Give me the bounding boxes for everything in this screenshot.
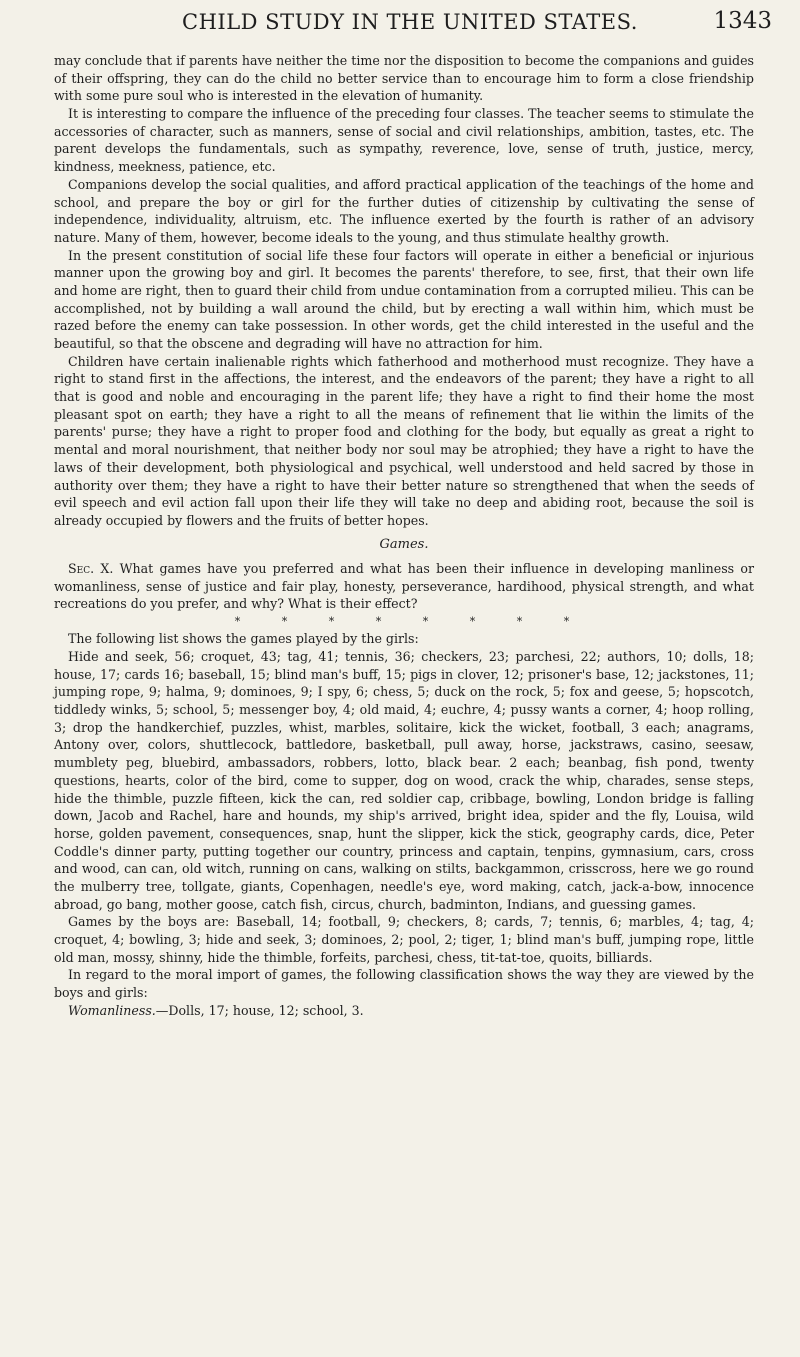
section-label: Sec. X. — [68, 560, 114, 576]
ellipsis-stars: * * * * * * * * — [234, 614, 574, 628]
section-question-text: What games have you preferred and what has been their influence in developing manliness or womanliness, sense of justice and fair play, honesty, perseverance, hardihood, physical strength, and what recreations do you prefer, and why? What is their effect? — [54, 560, 754, 612]
running-title: CHILD STUDY IN THE UNITED STATES. — [182, 10, 638, 34]
paragraph-3: Companions develop the social qualities, and afford practical application of the teachings of the home and school, and prepare the boy or girl for the further duties of citizenship by cultivating the sense of independence, individuality, altruism, etc. The influence exerted by the fourth is rather of an advisory nature. Many of them, however, become ideals to the young, and thus stimulate healthy growth. — [54, 176, 754, 245]
paragraph-5: Children have certain inalienable rights which fatherhood and motherhood must recognize. They have a right to stand first in the affections, the interest, and the endeavors of the parent; they have a right to all that is good and noble and encouraging in the parent life; they have a right to find their home the most pleasant spot on earth; they have a right to all the means of refinement that lie within the limits of the parents' purse; they have a right to proper food and clothing for the body, but equally as great a right to mental and moral nourishment, that neither body nor soul may be atrophied; they have a right to have the laws of their development, both physiological and psychical, well understood and held sacred by those in authority over them; they have a right to have their better nature so strengthened that when the seeds of evil speech and evil action fall upon their life they will take no deep and abiding root, because the soil is already occupied by flowers and the fruits of better hopes. — [54, 353, 754, 528]
paragraph-2: It is interesting to compare the influence of the preceding four classes. The teacher seems to stimulate the accessories of character, such as manners, sense of social and civil relationships, ambition, tastes, etc. The parent develops the fundamentals, such as sympathy, reverence, love, sense of truth, justice, mercy, kindness, meekness, patience, etc. — [54, 106, 754, 175]
page-number: 1343 — [713, 8, 772, 34]
womanliness-label: Womanliness. — [68, 1002, 156, 1018]
paragraph-4: In the present constitution of social life these four factors will operate in either a beneficial or injurious manner upon the growing boy and girl. It becomes the parents' therefore, to see, first, that their own life and home are right, then to guard their child from undue contamination from a corrupted milieu. This can be accomplished, not by building a wall around the child, but by erecting a wall within him, which must be razed before the enemy can take possession. In other words, get the child interested in the useful and the beautiful, so that the obscene and degrading will have no attraction for him. — [54, 247, 754, 351]
moral-import-intro: In regard to the moral import of games, the following classification shows the way they are viewed by the boys and girls: — [54, 967, 754, 1001]
girls-games-list: Hide and seek, 56; croquet, 43; tag, 41; tennis, 36; checkers, 23; parchesi, 22; authors, 10; dolls, 18; house, 17; cards 16; baseball, 15; blind man's buff, 15; pigs in clover, 12; prisoner's base, 12; jackstones, 11; jumping rope, 9; halma, 9; dominoes, 9; I spy, 6; chess, 5; duck on the rock, 5; fox and geese, 5; hopscotch, tiddledy winks, 5; school, 5; messenger boy, 4; old maid, 4; euchre, 4; pussy wants a corner, 4; hoop rolling, 3; drop the handkerchief, puzzles, whist, marbles, solitaire, kick the wicket, football, 3 each; anagrams, Antony over, colors, shuttlecock, battledore, basketball, pull away, horse, jackstraws, casino, seesaw, mumblety peg, bluebird, ambassadors, robbers, lotto, black bear. 2 each; beanbag, fish pond, twenty questions, hearts, color of the bird, come to supper, dog on wood, crack the whip, charades, sense steps, hide the thimble, puzzle fifteen, kick the can, red soldier cap, cribbage, bowling, London bridge is falling down, Jacob and Rachel, hare and hounds, my ship's arrived, bright idea, spider and the fly, Louisa, wild horse, golden pavement, consequences, snap, hunt the slipper, kick the stick, geography cards, dice, Peter Coddle's dinner party, putting together our country, princess and captain, tenpins, gymnasium, cars, cross and wood, can can, old witch, running on cans, walking on stilts, backgammon, crisscross, here we go round the mulberry tree, tollgate, giants, Copenhagen, needle's eye, word making, catch, jack-a-bow, innocence abroad, go bang, mother goose, catch fish, circus, church, badminton, Indians, and guessing games. — [54, 649, 754, 912]
page-header — [48, 6, 772, 46]
section-question — [54, 560, 754, 613]
paragraph-1: may conclude that if parents have neither the time nor the disposition to become the companions and guides of their offspring, they can do the child no better service than to encourage him to form a close friendship with some pure soul who is interested in the elevation of humanity. — [54, 53, 754, 104]
body-text — [54, 52, 754, 1019]
womanliness-line — [54, 1002, 754, 1020]
section-heading-games: Games. — [379, 536, 429, 552]
girls-intro: The following list shows the games played by the girls: — [68, 631, 419, 647]
boys-games-list: Games by the boys are: Baseball, 14; football, 9; checkers, 8; cards, 7; tennis, 6; marbles, 4; tag, 4; croquet, 4; bowling, 3; hide and seek, 3; dominoes, 2; pool, 2; tiger, 1; blind man's buff, jumping rope, little old man, mossy, shinny, hide the thimble, forfeits, parchesi, chess, tit-tat-toe, quoits, billiards. — [54, 914, 754, 965]
womanliness-list: —Dolls, 17; house, 12; school, 3. — [155, 1002, 364, 1018]
